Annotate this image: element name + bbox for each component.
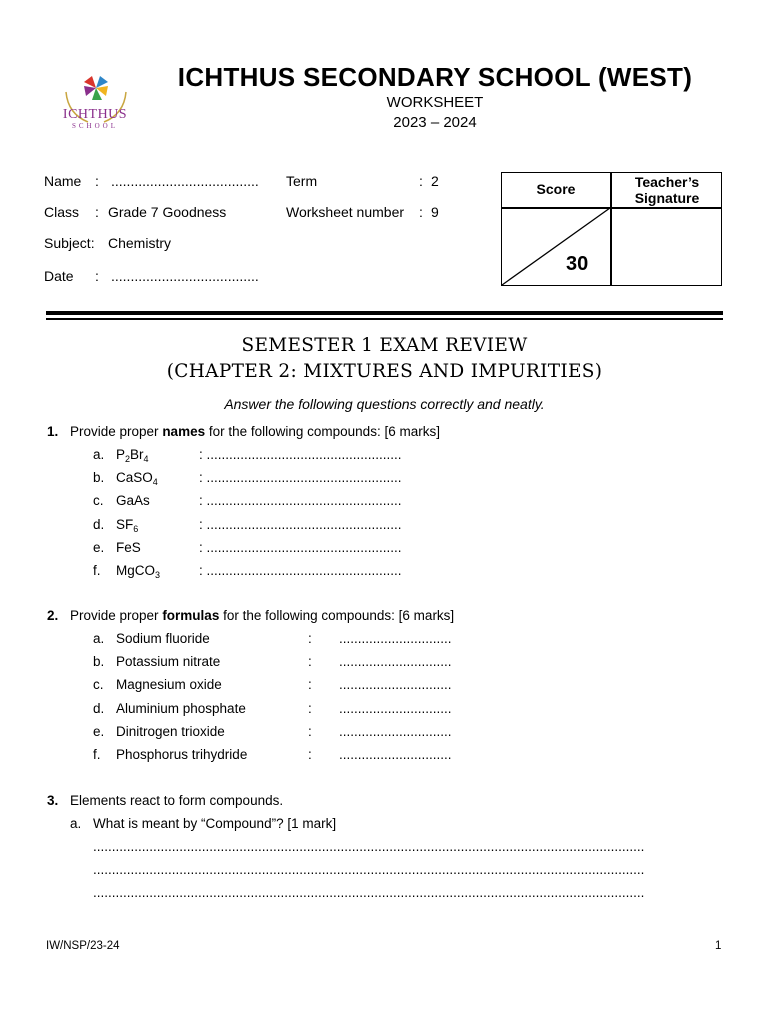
q2-item-letter: c. — [93, 677, 104, 693]
q2-item-letter: b. — [93, 654, 105, 670]
q2-item-letter: e. — [93, 723, 105, 739]
q1-item-letter: f. — [93, 563, 101, 578]
max-score: 30 — [566, 253, 589, 275]
formula-part: P — [116, 447, 126, 462]
name-sep: : — [95, 173, 99, 189]
q1-item-letter: e. — [93, 539, 105, 555]
q2-item-name: Dinitrogen trioxide — [116, 723, 225, 739]
q3-text: Elements react to form compounds. — [70, 793, 284, 808]
q1-answer-field[interactable]: : .................................................... — [199, 539, 402, 555]
q2-item-sep: : — [308, 723, 312, 739]
term-sep: : — [419, 173, 423, 189]
formula-part: SF — [116, 516, 134, 532]
q2-item-name: Potassium nitrate — [116, 654, 221, 670]
q2-item-sep: : — [308, 654, 312, 670]
q2-answer-field[interactable]: .............................. — [339, 723, 452, 739]
q2-item-sep: : — [308, 631, 312, 646]
name-field[interactable]: ...................................... — [111, 173, 259, 189]
q3a-letter: a. — [70, 816, 82, 831]
q3-answer-line[interactable]: ................................................................................................................................................... — [93, 839, 645, 854]
q2-item-letter: d. — [93, 700, 105, 716]
formula-part: GaAs — [116, 493, 150, 509]
q1-answer-field[interactable]: : .................................................... — [199, 470, 402, 486]
term-value: 2 — [431, 173, 439, 189]
q1-answer-field[interactable]: : .................................................... — [199, 563, 402, 578]
q2-answer-field[interactable]: .............................. — [339, 700, 452, 716]
score-label: Score — [536, 181, 576, 197]
subject-value: Chemistry — [108, 235, 172, 251]
q2-item-name: Phosphorus trihydride — [116, 747, 248, 762]
formula-subscript: 3 — [155, 570, 161, 580]
date-sep: : — [95, 268, 99, 284]
class-value: Grade 7 Goodness — [108, 204, 227, 220]
q3-answer-line[interactable]: ................................................................................................................................................... — [93, 885, 645, 900]
q2-number: 2. — [47, 608, 59, 623]
q2-answer-field[interactable]: .............................. — [339, 654, 452, 670]
q2-item-letter: f. — [93, 747, 101, 762]
formula-subscript: 6 — [133, 523, 139, 534]
formula-part: Br — [130, 447, 144, 462]
subject-label: Subject: — [44, 235, 95, 251]
q2-text-pre: Provide proper — [70, 608, 163, 623]
q1-item-formula — [116, 493, 150, 508]
q1-item-letter: d. — [93, 516, 105, 532]
teacher-label-line2: Signature — [634, 190, 700, 206]
date-label: Date — [44, 268, 74, 284]
name-label: Name — [44, 173, 82, 189]
q2-text-post: for the following compounds: [6 marks] — [219, 608, 455, 623]
q1-item-letter: b. — [93, 470, 105, 486]
q1-item-formula — [116, 540, 141, 555]
q2-item-sep: : — [308, 677, 312, 693]
formula-part: CaSO — [116, 470, 153, 486]
q2-item-name: Sodium fluoride — [116, 631, 210, 646]
page-number: 1 — [715, 940, 722, 952]
q2-text — [70, 608, 454, 623]
q2-answer-field[interactable]: .............................. — [339, 677, 452, 693]
formula-part: MgCO — [116, 563, 156, 578]
q3-number: 3. — [47, 793, 59, 808]
q1-text — [70, 424, 440, 439]
q1-answer-field[interactable]: : .................................................... — [199, 493, 402, 509]
instruction: Answer the following questions correctly and neatly. — [224, 396, 545, 412]
school-year: 2023 – 2024 — [393, 114, 477, 131]
q2-item-sep: : — [308, 700, 312, 716]
title-line2: (CHAPTER 2: MIXTURES AND IMPURITIES) — [166, 361, 603, 382]
q1-text-post: for the following compounds: [6 marks] — [205, 424, 440, 439]
q2-text-bold: formulas — [162, 608, 220, 623]
logo-subwordmark: SCHOOL — [71, 122, 118, 130]
q1-number: 1. — [47, 424, 59, 439]
formula-subscript: 4 — [143, 454, 149, 464]
divider-thin — [46, 318, 723, 320]
formula-subscript: 4 — [152, 477, 158, 488]
q1-item-formula — [116, 470, 158, 488]
footer-code: IW/NSP/23-24 — [46, 940, 120, 952]
q1-item-formula — [116, 447, 149, 462]
score-box — [501, 172, 722, 286]
q2-item-letter: a. — [93, 631, 105, 646]
formula-subscript: 2 — [125, 454, 131, 464]
q1-text-pre: Provide proper — [70, 424, 163, 439]
q2-answer-field[interactable]: .............................. — [339, 747, 452, 762]
teacher-signature-label — [612, 174, 722, 206]
q2-item-name: Aluminium phosphate — [116, 700, 246, 716]
formula-part: FeS — [116, 539, 141, 555]
q1-item-letter: c. — [93, 493, 104, 509]
class-label: Class — [44, 204, 80, 220]
school-name: ICHTHUS SECONDARY SCHOOL (WEST) — [177, 62, 693, 92]
title-line1: SEMESTER 1 EXAM REVIEW — [241, 335, 528, 356]
teacher-label-line1: Teacher’s — [634, 174, 700, 190]
class-sep: : — [95, 204, 99, 220]
document-type: WORKSHEET — [386, 94, 484, 111]
term-label: Term — [286, 173, 318, 189]
q1-item-formula — [116, 563, 160, 578]
score-diagonal-line — [502, 208, 610, 285]
q1-text-bold: names — [162, 424, 206, 439]
q2-item-sep: : — [308, 747, 312, 762]
worksheet-number-sep: : — [419, 204, 423, 220]
q1-answer-field[interactable]: : .................................................... — [199, 516, 402, 532]
q2-item-name: Magnesium oxide — [116, 677, 222, 693]
date-field[interactable]: ...................................... — [111, 268, 259, 284]
q3a-text: What is meant by “Compound”? [1 mark] — [93, 816, 337, 831]
q1-item-formula — [116, 517, 138, 532]
worksheet-number-label: Worksheet number — [286, 204, 405, 220]
q1-answer-field[interactable]: : .................................................... — [199, 447, 402, 462]
worksheet-number-value: 9 — [431, 204, 439, 220]
divider-thick — [46, 311, 723, 315]
q3-answer-line[interactable]: ................................................................................................................................................... — [93, 862, 645, 877]
q2-answer-field[interactable]: .............................. — [339, 631, 452, 646]
q1-item-letter: a. — [93, 447, 105, 462]
logo-wordmark: ICHTHUS — [62, 107, 128, 122]
